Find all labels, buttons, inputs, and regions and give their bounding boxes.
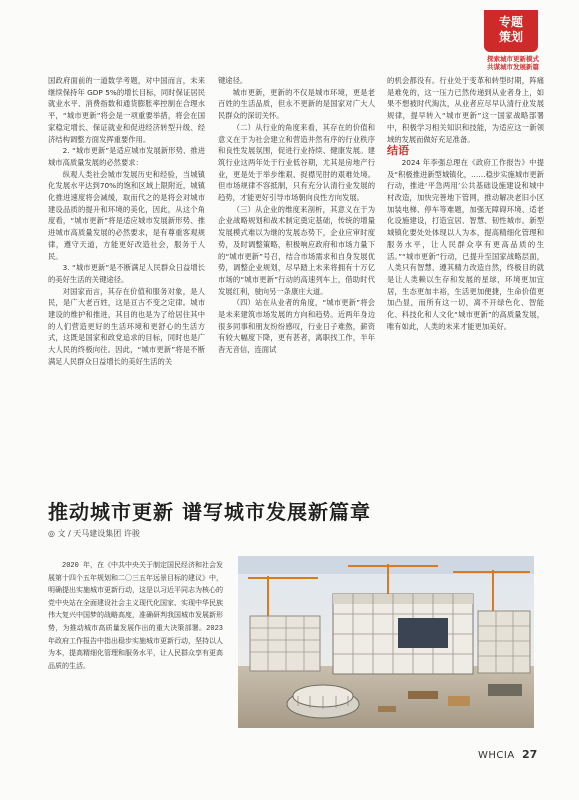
article-lead: 2020 年，在《中共中央关于制定国民经济和社会发展第十四个五年规划和二〇三五年远景目标的建议》中，明确提出实施城市更新行动，这是以习近平同志为核心的党中央站在全面建设社会主义现代化国家、实现中华民族伟大复兴中国梦的战略高度，准确研判我国城市发展新形势，为推动城市高质量发展作出的重大决策部署。2023 年政府工作报告中指出稳步实施城市更新行动，坚持以人为本，提高精细化管理和服务水平，让人民群众享有更高品质的生活。 bbox=[48, 562, 224, 671]
badge-subtitle-line1: 探索城市更新模式 bbox=[487, 55, 539, 63]
col2-paragraph: （四）站在从业者的角度，“城市更新”将会是未来建筑市场发展的方向和趋势。近两年身边很多同事和朋友纷纷感叹，行业日子难熬，薪资有较大幅度下降，更有甚者，离职找工作，半年杳无音信，连面试 bbox=[218, 298, 375, 355]
badge-line1: 专题 bbox=[498, 15, 523, 29]
construction-illustration bbox=[238, 556, 534, 728]
magazine-brand: WHCIA bbox=[478, 750, 515, 761]
column-3 bbox=[387, 75, 544, 465]
col3-paragraph: 的机会都没有。行业处于变革和转型时期，阵痛是难免的，这一压力已然传递到从业者身上，如果不想被时代淘汰，从业者应尽早认清行业发展规律，提早转入“城市更新”这一国家战略部署中，积极学习相关知识和技能，为适应这一新领域的发展而做好充足准备。 bbox=[387, 76, 544, 144]
col2-paragraph: 键途径。 bbox=[218, 76, 248, 85]
page-number: 27 bbox=[522, 748, 538, 761]
col1-paragraph: 对国家而言，其存在价值和服务对象，是人民，是广大老百姓，这是亘古不变之定律。城市建设的维护和推进，其目的也是为了给居住其中的人们营造更好的生活环境和更舒心的生活方式，这既是国家和政党追求的目标，同时也是广大人民的终极向往。因此，“城市更新”将是不断满足人民群众日益增长的美好生活的关 bbox=[48, 286, 205, 366]
col3-paragraph: 2024 年李强总理在《政府工作报告》中提及“积极推进新型城镇化，……稳步实施城市更新行动，推进‘平急两用’公共基础设施建设和城中村改造，加快完善地下管网，推动解决老旧小区加装电梯、停车等难题，加强无障碍环境、适老化设施建设，打造宜居、智慧、韧性城市。新型城镇化要处处体现以人为本，提高精细化管理和服务水平，让人民群众享有更高品质的生活。”“城市更新”行动，已提升至国家战略层面，人类只有智慧、遵其精力改造自然，终极目的就是让人类赖以生存和发展的星球，环境更加宜居，生态更加丰裕，生活更加便捷，生命价值更加凸显，而所有这一切，离不开绿色化、智能化、科技化和人文化“城市更新”的高质量发展，唯有如此，人类的未来才能更加美好。 bbox=[387, 157, 544, 331]
special-topic-badge bbox=[484, 10, 538, 52]
column-1 bbox=[48, 75, 205, 465]
col2-paragraph: （二）从行业的角度来看，其存在的价值和意义在于为社会建立和营造井然有序的行业秩序和良性发展氛围，促进行业持续、健康发展。建筑行业这两年处于行业低谷期，尤其是房地产行业，更是处于举步维艰、捉襟见肘的艰难处境。但市场规律不容抵制，只有充分认清行业发展的趋势，才能更好引导市场朝向良性方向发展。 bbox=[218, 122, 375, 203]
article-title: 推动城市更新 谱写城市发展新篇章 bbox=[48, 500, 371, 524]
col2-paragraph: 城市更新，更新的不仅是城市环境，更是老百姓的生活品质，但永不更新的是国家对广大人民群众的深切关怀。 bbox=[218, 87, 375, 121]
col1-paragraph: 国政府面前的一道数学考题，对中国而言，未来继续保持年 GDP 5%的增长目标，同时保证居民就业水平、消费指数和通货膨胀率控制在合理水平，“城市更新”将会是一项重要举措，将会在国家稳定增长、保证就业和促进经济转型升级、经济结构调整方面发挥重要作用。 bbox=[48, 76, 205, 144]
badge-subtitle bbox=[473, 55, 553, 71]
col2-paragraph: （三）从企业的维度来剖析，其意义在于为企业战略规划和战术制定奠定基础，传统的增量发展模式难以为继的发展态势下，企业应审时度势，及时调整策略，积极响应政府和市场力量下的“城市更新”号召，结合市场需求和自身发展优势，调整企业规划，尽早踏上未来将拥有十万亿市场的“城市更新”行动的高速列车上，借助时代发展红利，驶向另一条康庄大道。 bbox=[218, 204, 375, 296]
col1-paragraph: 纵观人类社会城市发展历史和经验，当城镇化发展水平达到70%的饱和区域上限附近，城镇化推进速度将会减缓，取而代之的是将会对城市建设品质的提升和环境的美化，因此，从这个角度看，“城市更新”将是适应城市发展新形势、推进城市高质量发展的必然要求，是有尊重客观规律，遵守天道，方能更好改造社会，服务于人民。 bbox=[48, 169, 205, 261]
badge-subtitle-line2: 共谋城市发展新篇 bbox=[487, 63, 539, 71]
col1-paragraph: 2. “城市更新”是适应城市发展新形势、推进城市高质量发展的必然要求： bbox=[48, 146, 205, 167]
column-2 bbox=[218, 75, 375, 465]
conclusion-heading: 结语 bbox=[387, 144, 409, 158]
col1-paragraph: 3. “城市更新”是不断满足人民群众日益增长的美好生活的关键途径。 bbox=[48, 263, 205, 284]
badge-line2: 策划 bbox=[498, 30, 523, 44]
article-byline: ◎ 文 / 天马建设集团 许骏 bbox=[48, 529, 140, 538]
construction-photo bbox=[238, 556, 534, 728]
